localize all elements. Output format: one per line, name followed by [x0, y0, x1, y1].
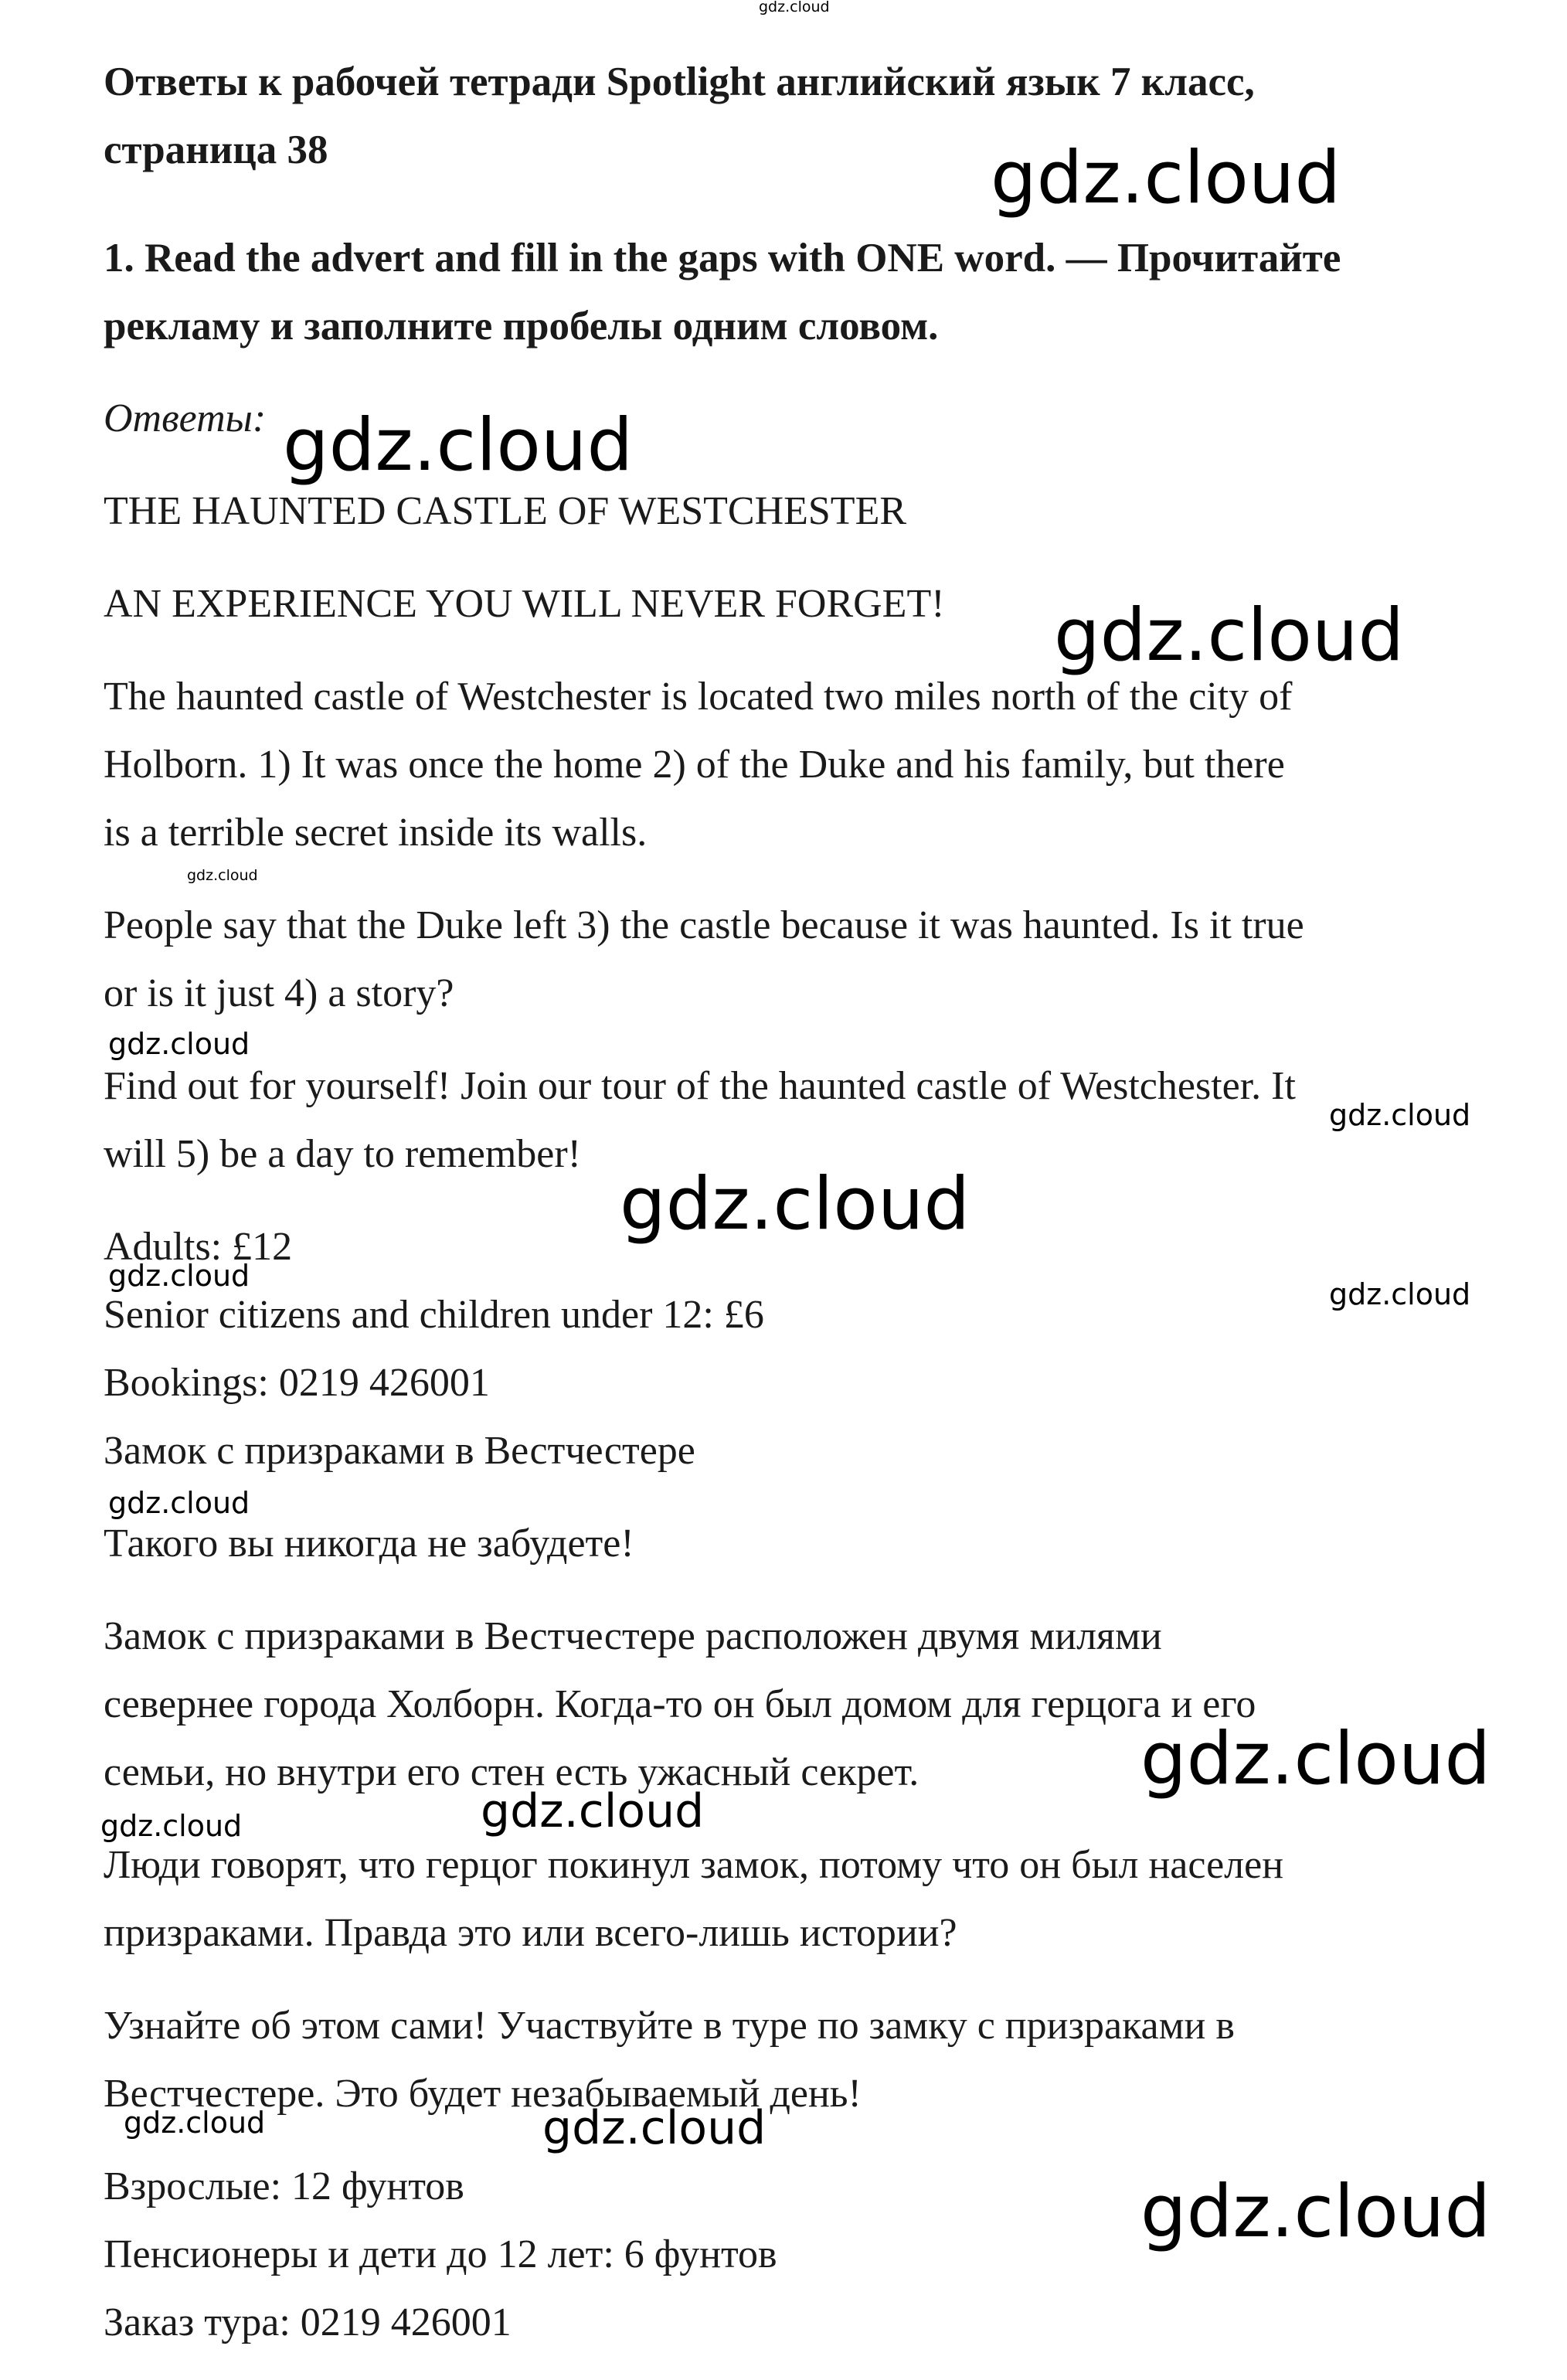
translation-paragraph-2-line-1: Люди говорят, что герцог покинул замок, потому что он был населен — [104, 1843, 1284, 1887]
watermark-small-4: gdz.cloud — [1329, 1277, 1471, 1311]
advert-paragraph-3-line-2: will 5) be a day to remember! — [104, 1132, 581, 1176]
watermark-large-6: gdz.cloud — [1140, 2170, 1491, 2254]
answers-label: Ответы: — [104, 396, 267, 440]
translation-paragraph-1-line-3: семьи, но внутри его стен есть ужасный секрет. — [104, 1750, 919, 1794]
translation-paragraph-2-line-2: призраками. Правда это или всего-лишь истории? — [104, 1911, 957, 1955]
advert-price-adults: Adults: £12 — [104, 1225, 293, 1269]
translation-bookings: Заказ тура: 0219 426001 — [104, 2300, 512, 2344]
watermark-small-6: gdz.cloud — [100, 1809, 243, 1843]
task-instruction-line-2: рекламу и заполните пробелы одним словом. — [104, 304, 939, 348]
translation-paragraph-3-line-1: Узнайте об этом сами! Участвуйте в туре по замку с призраками в — [104, 2004, 1235, 2048]
advert-paragraph-1-line-1: The haunted castle of Westchester is located two miles north of the city of — [104, 675, 1293, 719]
translation-price-seniors: Пенсионеры и дети до 12 лет: 6 фунтов — [104, 2232, 777, 2276]
watermark-large-3: gdz.cloud — [1054, 593, 1405, 678]
advert-paragraph-3-line-1: Find out for yourself! Join our tour of the haunted castle of Westchester. It — [104, 1064, 1296, 1108]
watermark-small-2: gdz.cloud — [1329, 1098, 1471, 1132]
watermark-small-1: gdz.cloud — [108, 1027, 250, 1061]
advert-price-seniors: Senior citizens and children under 12: £6 — [104, 1293, 764, 1337]
watermark-small-3: gdz.cloud — [108, 1259, 250, 1293]
watermark-large-5: gdz.cloud — [1140, 1717, 1491, 1801]
advert-bookings: Bookings: 0219 426001 — [104, 1361, 490, 1405]
watermark-large-1: gdz.cloud — [991, 136, 1341, 220]
advert-paragraph-1-line-2: Holborn. 1) It was once the home 2) of the Duke and his family, but there — [104, 743, 1285, 787]
watermark-medium-2: gdz.cloud — [542, 2101, 767, 2155]
advert-paragraph-1-line-3: is a terrible secret inside its walls. — [104, 811, 648, 855]
task-instruction-line-1: 1. Read the advert and fill in the gaps with ONE word. — Прочитайте — [104, 236, 1341, 280]
advert-paragraph-2-line-2: or is it just 4) a story? — [104, 971, 454, 1015]
advert-subtitle: AN EXPERIENCE YOU WILL NEVER FORGET! — [104, 582, 945, 626]
advert-title: THE HAUNTED CASTLE OF WESTCHESTER — [104, 489, 907, 533]
translation-paragraph-3-line-2: Вестчестере. Это будет незабываемый день! — [104, 2072, 862, 2116]
watermark-large-4: gdz.cloud — [620, 1162, 970, 1246]
watermark-tiny-1: gdz.cloud — [187, 867, 258, 884]
advert-paragraph-2-line-1: People say that the Duke left 3) the castle because it was haunted. Is it true — [104, 903, 1304, 947]
watermark-small-7: gdz.cloud — [124, 2106, 266, 2140]
translation-subtitle: Такого вы никогда не забудете! — [104, 1522, 634, 1566]
watermark-large-2: gdz.cloud — [283, 403, 634, 488]
watermark-medium-1: gdz.cloud — [481, 1784, 705, 1838]
translation-paragraph-1-line-2: севернее города Холборн. Когда-то он был домом для герцога и его — [104, 1682, 1256, 1726]
translation-paragraph-1-line-1: Замок с призраками в Вестчестере расположен двумя милями — [104, 1614, 1162, 1658]
watermark-small-5: gdz.cloud — [108, 1486, 250, 1520]
page-title-line-1: Ответы к рабочей тетради Spotlight английский язык 7 класс, — [104, 60, 1255, 104]
watermark-top: gdz.cloud — [759, 0, 830, 15]
page-title-line-2: страница 38 — [104, 128, 328, 172]
translation-price-adults: Взрослые: 12 фунтов — [104, 2164, 464, 2208]
translation-title: Замок с призраками в Вестчестере — [104, 1429, 695, 1473]
